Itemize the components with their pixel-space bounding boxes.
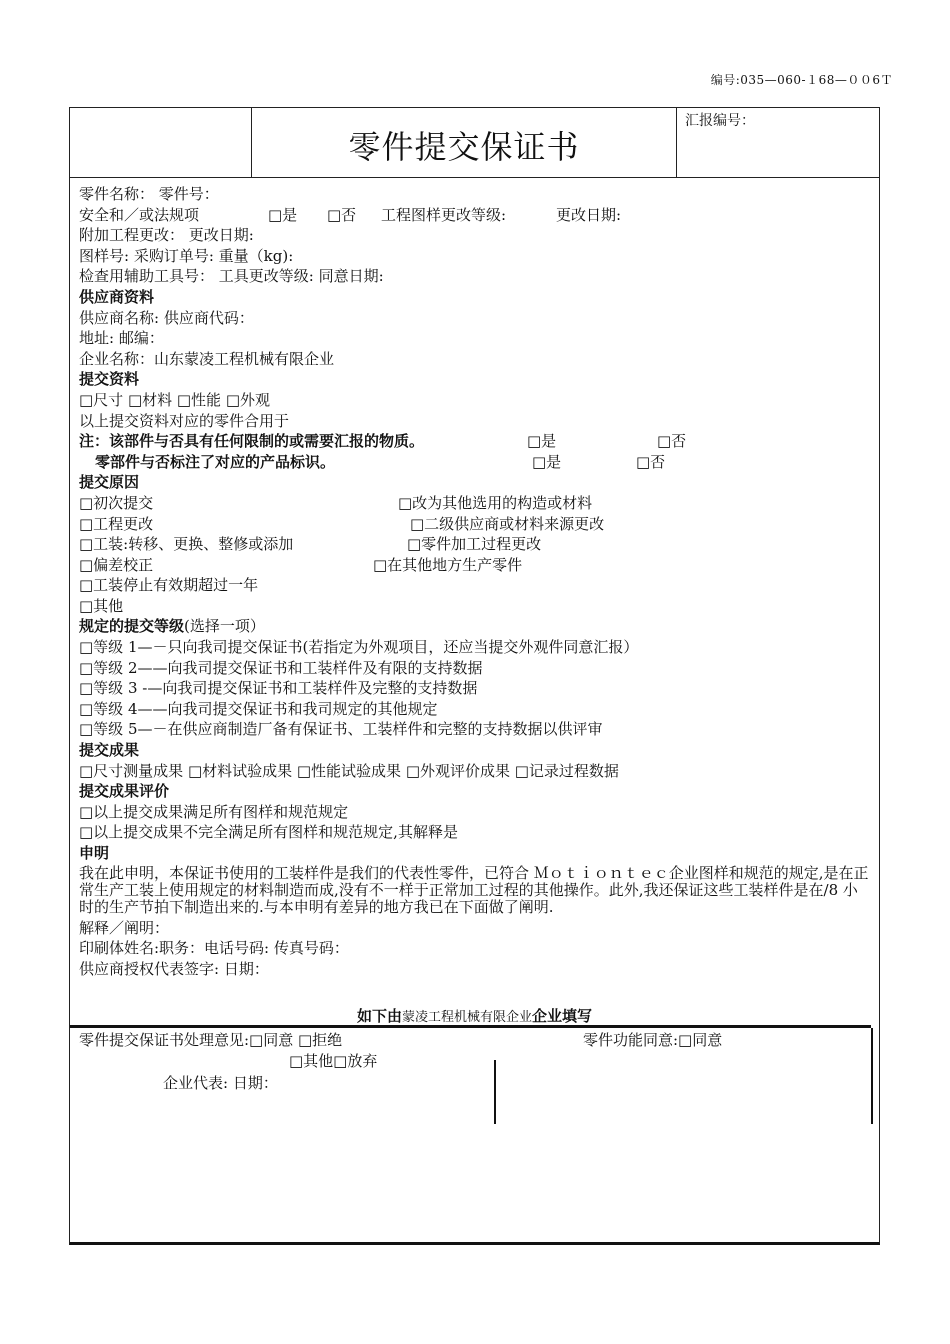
company-section-title-post: 企业填写 [532,1007,593,1025]
reason-tooling[interactable]: □工装:转移、更换、整修或添加 [79,535,294,554]
level-1-option[interactable]: □等级 1—－只向我司提交保证书(若指定为外观项目，还应当提交外观件同意汇报） [79,638,639,657]
result-options[interactable]: □尺寸测量成果 □材料试验成果 □性能试验成果 □外观评价成果 □记录过程数据 [79,761,619,780]
form-body [79,184,869,979]
reason-tooling-inactive[interactable]: □工装停止有效期超过一年 [79,576,259,595]
reason-row-3 [79,534,869,555]
safety-no-checkbox[interactable]: □否 [327,205,357,224]
representative-date-line: 企业代表: 日期： [163,1074,278,1092]
safety-line [79,205,869,226]
level-heading-line [79,616,869,637]
explanation-line: 解释／阐明： [79,918,170,937]
address-line: 地址: 邮编： [79,329,164,348]
part-name-line: 零件名称： 零件号： [79,185,219,203]
submit-data-heading: 提交资料 [79,370,140,389]
change-date-label: 更改日期: [556,205,622,224]
reason-initial[interactable]: □初次提交 [79,493,154,512]
print-name-line: 印刷体姓名:职务：电话号码: 传真号码： [79,939,349,958]
gauge-line: 检查用辅助工具号： 工具更改等级: 同意日期: [79,267,384,286]
header-left-cell [70,108,252,177]
applies-line: 以上提交资料对应的零件合用于 [79,411,290,430]
company-section-box [70,1025,871,1123]
company-section-divider [494,1060,496,1124]
note2-text: 零部件与否标注了对应的产品标识。 [95,452,336,471]
report-number-label: 汇报编号： [685,113,755,129]
company-section-right-border [871,1028,873,1124]
note1-no-checkbox[interactable]: □否 [657,432,687,451]
reason-other-location[interactable]: □在其他地方生产零件 [373,555,523,574]
reason-row-2 [79,514,869,535]
declaration-text: 我在此申明，本保证书使用的工装样件是我们的代表性零件，已符合 Ｍｏｔｉｏｎｔｅｃ企业图样和规范的规定,是在正常生产工装上使用规定的材料制造而成,没有不一样于正常加工过程的其他操作。此外,我还保证这些工装样件是在/8 小时的生产节拍下制造出来的.与本申明有差异的地方我已在下面做了阐明. [79,863,869,916]
drawing-line: 图样号: 采购订单号: 重量（kg): [79,246,294,265]
process-opinion-line[interactable]: 零件提交保证书处理意见:□同意 □拒绝 [79,1031,343,1049]
note1-yes-checkbox[interactable]: □是 [527,432,557,451]
note1-line [79,431,869,452]
note2-yes-checkbox[interactable]: □是 [532,452,562,471]
header-right-cell [676,108,879,177]
page-title: 零件提交保证书 [348,128,580,166]
evaluation-option-2[interactable]: □以上提交成果不完全满足所有图样和规范规定,其解释是 [79,823,458,842]
reason-alt-construction[interactable]: □改为其他选用的构造或材料 [398,493,593,512]
reason-deviation[interactable]: □偏差校正 [79,555,154,574]
level-4-option[interactable]: □等级 4——向我司提交保证书和我司规定的其他规定 [79,699,438,718]
reason-row-1 [79,493,869,514]
form-frame [69,107,880,1245]
level-heading-note: (选择一项） [184,617,265,636]
note2-line [79,452,869,473]
safety-yes-checkbox[interactable]: □是 [268,205,298,224]
extra-change-line: 附加工程更改： 更改日期: [79,226,254,245]
eng-change-level-label: 工程图样更改等级: [381,205,507,224]
company-section-title-company: 蒙凌工程机械有限企业 [401,1010,532,1025]
company-line: 企业名称：山东蒙凌工程机械有限企业 [79,349,335,368]
submit-data-options[interactable]: □尺寸 □材料 □性能 □外观 [79,390,270,409]
note1-text: 注：该部件与否具有任何限制的或需要汇报的物质。 [79,432,425,451]
reason-sub-supplier[interactable]: □二级供应商或材料来源更改 [410,514,605,533]
supplier-name-line: 供应商名称: 供应商代码： [79,308,254,327]
reason-heading: 提交原因 [79,473,140,492]
document-number: 编号:035—060-１68—００6Ｔ [710,73,893,87]
reason-row-4 [79,555,869,576]
level-heading: 规定的提交等级 [79,617,185,636]
form-header [70,108,879,178]
company-section-title [70,1005,879,1026]
evaluation-option-1[interactable]: □以上提交成果满足所有图样和规范规定 [79,802,349,821]
evaluation-heading: 提交成果评价 [79,782,170,801]
level-5-option[interactable]: □等级 5—－在供应商制造厂备有保证书、工装样件和完整的支持数据以供评审 [79,720,603,739]
level-3-option[interactable]: □等级 3 -—向我司提交保证书和工装样件及完整的支持数据 [79,679,478,698]
supplier-info-heading: 供应商资料 [79,287,155,306]
process-opinion-line-2[interactable]: □其他□放弃 [289,1052,378,1070]
result-heading: 提交成果 [79,741,140,760]
level-2-option[interactable]: □等级 2——向我司提交保证书和工装样件及有限的支持数据 [79,658,483,677]
function-approval-line[interactable]: 零件功能同意:□同意 [583,1031,723,1049]
company-section-title-pre: 如下由 [356,1007,402,1025]
reason-other[interactable]: □其他 [79,596,124,615]
safety-label: 安全和／或法规项 [79,205,200,224]
signature-line: 供应商授权代表签字: 日期： [79,959,269,978]
reason-process-change[interactable]: □零件加工过程更改 [407,535,542,554]
reason-eng-change[interactable]: □工程更改 [79,514,154,533]
note2-no-checkbox[interactable]: □否 [636,452,666,471]
declaration-heading: 申明 [79,844,110,862]
